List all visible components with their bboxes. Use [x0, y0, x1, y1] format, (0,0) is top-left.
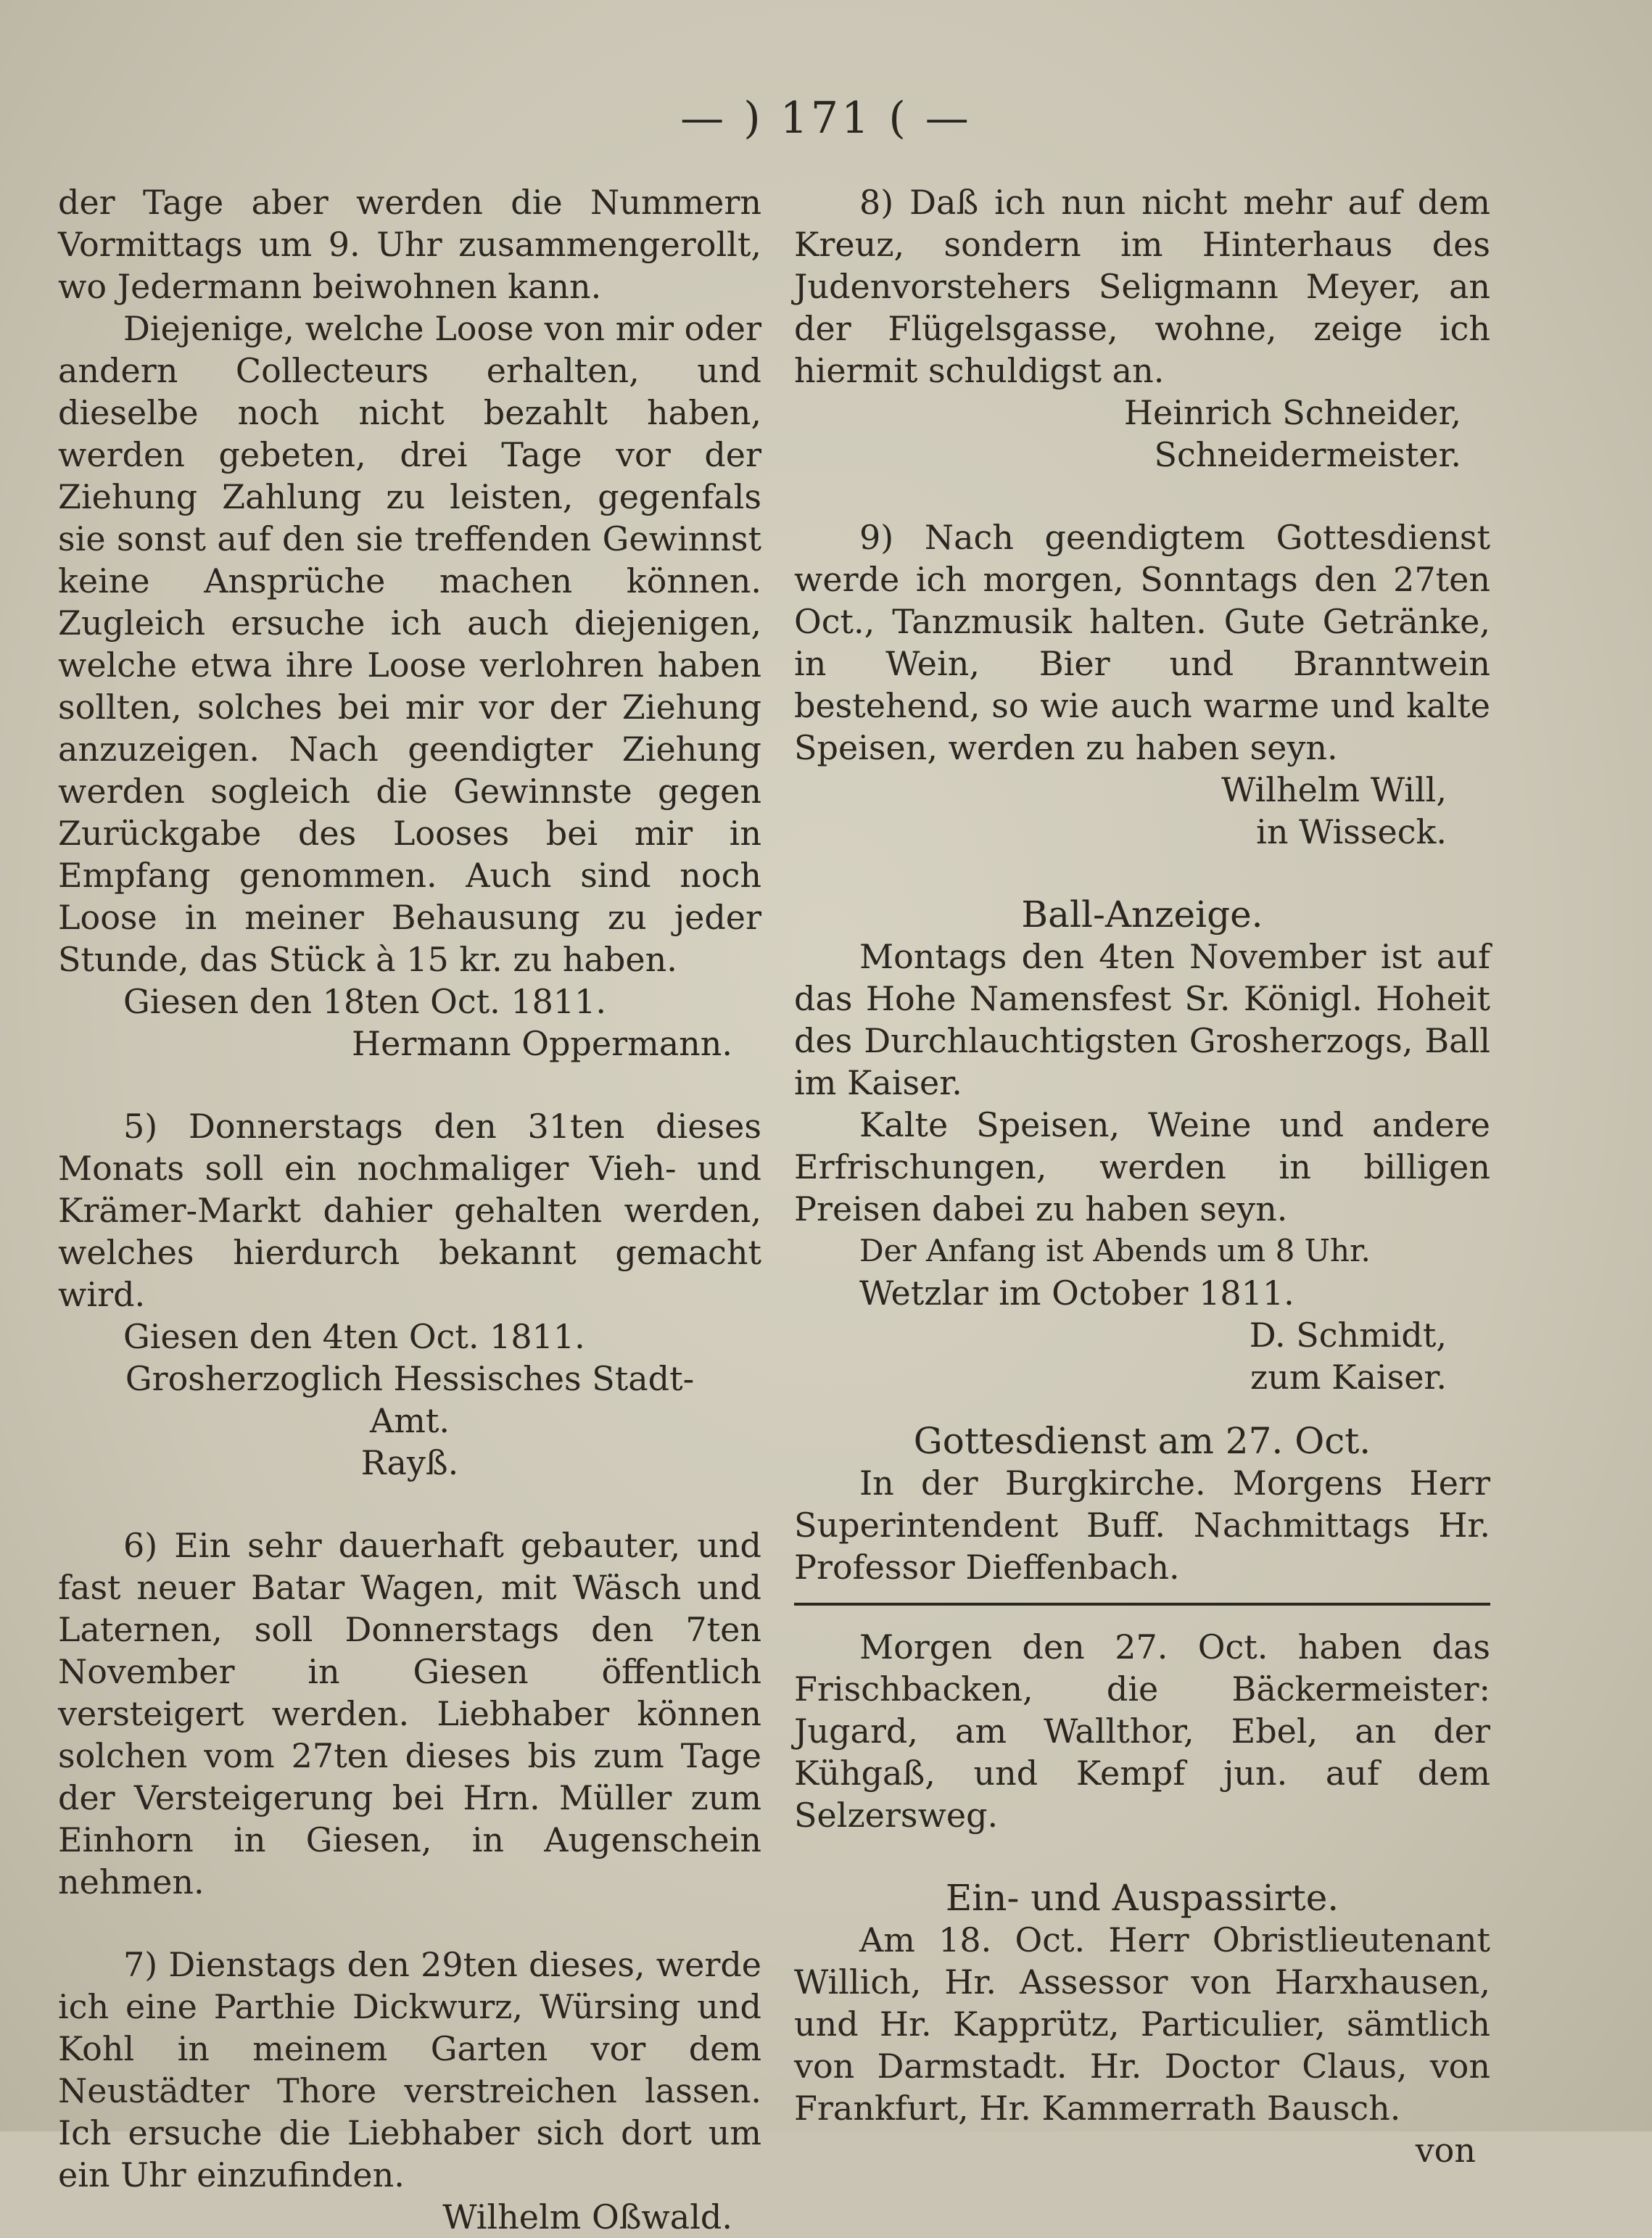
notice-8: 8) Daß ich nun nicht mehr auf dem Kreuz, sondern im Hinterhaus des Judenvorstehers Seligmann Meyer, an der Flügelsgasse, wohne, zeige ich hiermit schuldigst an. [794, 183, 1490, 390]
ball-date: Wetzlar im October 1811. [859, 1273, 1294, 1313]
service-heading: Gottesdienst am 27. Oct. [913, 1420, 1371, 1462]
notice-5-date: Giesen den 4ten Oct. 1811. [123, 1317, 585, 1356]
lottery-signature: Hermann Oppermann. [352, 1024, 732, 1063]
ball-signature-2: zum Kaiser. [1250, 1358, 1447, 1397]
left-column [58, 181, 761, 2238]
notice-6: 6) Ein sehr dauerhaft gebauter, und fast neuer Batar Wagen, mit Wäsch und Laternen, soll Donnerstags den 7ten November in Giesen öffentlich versteigert werden. Liebhaber können solchen vom 27ten dieses bis zum Tage der Versteigerung bei Hrn. Müller zum Einhorn in Giesen, in Augenschein nehmen. [58, 1526, 761, 1902]
travellers-heading: Ein- und Auspassirte. [945, 1877, 1339, 1919]
ball-heading: Ball-Anzeige. [1021, 893, 1263, 936]
notice-5-office: Grosherzoglich Hessisches Stadt- [125, 1359, 695, 1398]
lottery-date: Giesen den 18ten Oct. 1811. [123, 982, 607, 1021]
notice-9: 9) Nach geendigtem Gottesdienst werde ich morgen, Sonntags den 27ten Oct., Tanzmusik halten. Gute Getränke, in Wein, Bier und Branntwein bestehend, so wie auch warme und kalte Speisen, werden zu haben seyn. [794, 518, 1490, 767]
notice-5: 5) Donnerstags den 31ten dieses Monats soll ein nochmaliger Vieh- und Krämer-Markt dahier gehalten werden, welches hierdurch bekannt gemacht wird. [58, 1107, 761, 1314]
notice-9-signature-2: in Wisseck. [1256, 812, 1447, 851]
right-column [794, 181, 1490, 2171]
service-notice: In der Burgkirche. Morgens Herr Superintendent Buff. Nachmittags Hr. Professor Dieffenbach. [794, 1463, 1490, 1587]
notice-7-signature: Wilhelm Oßwald. [442, 2197, 732, 2237]
page-number: — ) 171 ( — [680, 93, 972, 144]
lottery-continuation: der Tage aber werden die Nummern Vormittags um 9. Uhr zusammengerollt, wo Jedermann beiwohnen kann. [58, 183, 761, 306]
bakers-notice: Morgen den 27. Oct. haben das Frischbacken, die Bäckermeister: Jugard, am Wallthor, Ebel, an der Kühgaß, und Kempf jun. auf dem Selzersweg. [794, 1627, 1490, 1835]
ball-notice-2: Kalte Speisen, Weine und andere Erfrischungen, werden in billigen Preisen dabei zu haben seyn. [794, 1105, 1490, 1229]
ball-signature: D. Schmidt, [1249, 1316, 1447, 1355]
notice-9-signature: Wilhelm Will, [1221, 770, 1447, 809]
notice-8-signature: Heinrich Schneider, [1123, 393, 1461, 432]
travellers-notice: Am 18. Oct. Herr Obristlieutenant Willich, Hr. Assessor von Harxhausen, und Hr. Kapprütz, Particulier, sämtlich von Darmstadt. Hr. Doctor Claus, von Frankfurt, Hr. Kammerrath Bausch. [794, 1920, 1490, 2128]
notice-5-office-2: Amt. [370, 1401, 450, 1440]
lottery-notice: Diejenige, welche Loose von mir oder andern Collecteurs erhalten, und dieselbe noch nicht bezahlt haben, werden gebeten, drei Tage vor der Ziehung Zahlung zu leisten, gegenfals sie sonst auf den sie treffenden Gewinnst keine Ansprüche machen können. Zugleich ersuche ich auch diejenigen, welche etwa ihre Loose verlohren haben sollten, solches bei mir vor der Ziehung anzuzeigen. Nach geendigter Ziehung werden sogleich die Gewinnste gegen Zurückgabe des Looses bei mir in Empfang genommen. Auch sind noch Loose in meiner Behausung zu jeder Stunde, das Stück à 15 kr. zu haben. [58, 309, 761, 979]
notice-7: 7) Dienstags den 29ten dieses, werde ich eine Parthie Dickwurz, Würsing und Kohl in meinem Garten vor dem Neustädter Thore verstreichen lassen. Ich ersuche die Liebhaber sich dort um ein Uhr einzufinden. [58, 1945, 761, 2194]
catchword: von [1415, 2131, 1476, 2170]
notice-5-signature: Rayß. [360, 1443, 459, 1482]
ball-notice-3: Der Anfang ist Abends um 8 Uhr. [859, 1233, 1371, 1268]
notice-8-signature-2: Schneidermeister. [1154, 435, 1461, 474]
section-divider [794, 1603, 1490, 1606]
ball-notice: Montags den 4ten November ist auf das Hohe Namensfest Sr. Königl. Hoheit des Durchlauchtigsten Grosherzogs, Ball im Kaiser. [794, 937, 1490, 1102]
